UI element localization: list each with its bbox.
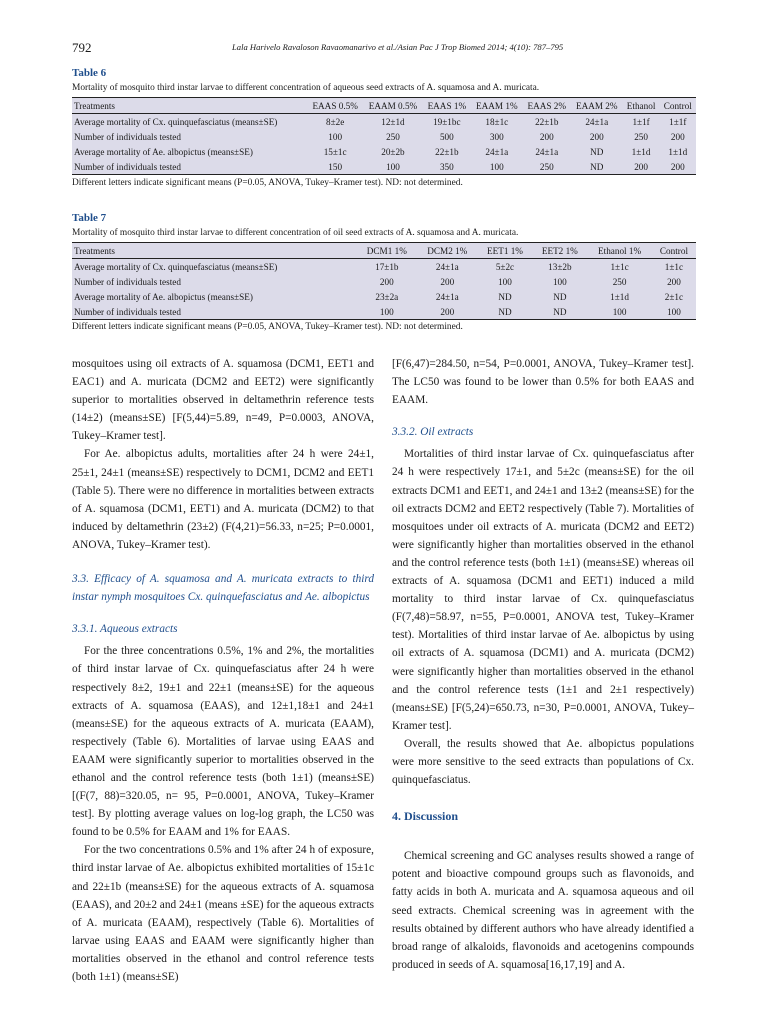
table6-header-cell: EAAM 2% [571,98,623,114]
table-cell: 24±1a [435,261,459,272]
table-row [72,129,696,144]
table-cell: 500 [439,131,454,142]
table-cell: 24±1a [585,116,609,127]
table-cell: 15±1c [323,146,347,157]
table-cell: 200 [667,276,681,287]
table6-header-cell: EAAS 2% [523,98,571,114]
table7-header-cell: Ethanol 1% [587,243,652,259]
table-cell: ND [571,159,623,175]
left-column [72,355,374,986]
table-cell: Average mortality of Ae. albopictus (means±SE) [74,291,253,302]
table7-header-cell: EET1 1% [478,243,533,259]
table-cell: 250 [634,131,648,142]
table-cell: Number of individuals tested [72,159,307,175]
table-cell: 1±1d [631,146,651,157]
table-cell: 24±1a [435,291,459,302]
table-cell: 100 [552,276,567,287]
table-cell: 200 [623,159,660,175]
body-paragraph: Mortalities of third instar larvae of Cx. quinquefasciatus after 24 h were respectively 17±1, and 5±2c (means±SE) for the oil extracts DCM1 and EET1, and 24±1 and 13±2 (means±SE) for the oil extracts DCM2 and EET2 respectively (Table 7). Mortalities of mosquitoes under oil extracts of A. muricata (DCM2 and EET2) were significantly higher than mortalities observed in the ethanol and the control reference tests (both 1±1) (means±SE) whereas oil extracts of A. squamosa (DCM1 and EET1) induced a mild mortality to third instar larvae of Cx. quinquefasciatus (F(7,48)=58.97, n=55, P=0.0001, ANOVA test, Tukey–Kramer test). Mortalities of third instar larvae of Ae. albopictus by using oil extracts of A. squamosa (DCM1) and A. muricata (DCM2) were significantly higher than mortalities observed in the ethanol and the control reference tests (1±1 and 2±1 respectively) (means±SE) [F(5,24)=650.73, n=30, P=0.0001, ANOVA, Tukey–Kramer test]. [392,448,694,732]
table7-header-row [72,243,696,259]
table-cell: 18±1c [485,116,509,127]
table-cell: 12±1d [381,116,405,127]
table-cell: 250 [386,131,400,142]
body-paragraph: Chemical screening and GC analyses results showed a range of potent and bioactive compound groups such as flavonoids, and fatty acids in both A. muricata and A. squamosa aqueous and oil seed extracts. Chemical screening was in agreement with the results obtained by different authors who have already identified a broad range of alkaloids, flavonoids and acetogenins compounds produced in seeds of A. squamosa[16,17,19] and A. [392,850,694,971]
table-row [72,159,696,175]
table6-header-row [72,98,696,114]
table-cell: Average mortality of Ae. albopictus (means±SE) [74,146,253,157]
table7-header-cell: EET2 1% [532,243,587,259]
table-row [72,274,696,289]
table-cell: Number of individuals tested [74,131,181,142]
body-paragraph: For the two concentrations 0.5% and 1% after 24 h of exposure, third instar larvae of Ae. albopictus exhibited mortalities of 15±1c and 22±1b (means±SE) for the aqueous extracts of A. squamosa (EAAS), and 20±2 and 24±1 (means ±SE) for the aqueous extracts of A. muricata (EAAM), respectively (Table 6). Mortalities of larvae using EAAS and EAAM were significantly higher than mortalities observed in the ethanol and control reference tests (both 1±1) (means±SE) [72,844,374,983]
table7-title: Table 7 [72,212,107,224]
table-cell: 22±1b [435,146,459,157]
table-cell: 100 [357,304,417,320]
table6-header-cell: EAAM 0.5% [363,98,423,114]
table-cell: 22±1b [535,116,559,127]
table-row [72,114,696,130]
table-cell: 150 [307,159,363,175]
table-cell: 20±2b [381,146,405,157]
table6-title: Table 6 [72,67,107,79]
section-heading-3-3: 3.3. Efficacy of A. squamosa and A. muricata extracts to third instar nymph mosquitoes Cx. quinquefasciatus and Ae. albopictus [72,573,374,604]
table6-header-cell: Treatments [72,98,307,114]
table-cell: 250 [612,276,627,287]
table-cell: 200 [660,159,696,175]
table-cell: Number of individuals tested [72,304,357,320]
body-paragraph: For Ae. albopictus adults, mortalities after 24 h were 24±1, 25±1, 24±1 (means±SE) respectively to DCM1, DCM2 and EET1 (Table 5). There were no difference in mortalities between extracts of A. squamosa (DCM1, EET1) and A. muricata (DCM2) to that induced by deltamethrin (23±2) (F(4,21)=56.33, n=25; P=0.0001, ANOVA, Tukey–Kramer test). [72,448,374,551]
table-cell: 1±1f [669,116,687,127]
table-cell: ND [532,304,587,320]
table-cell: 300 [489,131,504,142]
table-cell: 1±1d [668,146,688,157]
table6-header-cell: EAAM 1% [471,98,523,114]
body-paragraph: mosquitoes using oil extracts of A. squamosa (DCM1, EET1 and EAC1) and A. muricata (DCM2 and EET2) were significantly superior to mortalities observed in deltamethrin reference tests (14±2) (means±SE) [F(5,44)=5.89, n=49, P=0.0003, ANOVA, Tukey–Kramer test]. [72,358,374,443]
table-cell: 24±1a [485,146,509,157]
table-cell: 23±2a [375,291,399,302]
table-row [72,144,696,159]
table-cell: 200 [417,304,477,320]
table-cell: 100 [471,159,523,175]
table-cell: 100 [328,131,343,142]
page-header [72,40,694,56]
table-cell: 250 [523,159,571,175]
table-cell: 350 [423,159,471,175]
table-cell: ND [553,291,567,302]
table6-header-cell: EAAS 0.5% [307,98,363,114]
table-cell: 5±2c [495,261,515,272]
table-cell: Number of individuals tested [74,276,181,287]
table-cell: 1±1f [632,116,650,127]
table-cell: 8±2e [326,116,345,127]
table7-header-cell: Treatments [72,243,357,259]
body-paragraph: Overall, the results showed that Ae. albopictus populations were more sensitive to the seed extracts than populations of Cx. quinquefasciatus. [392,737,694,787]
table6-note: Different letters indicate significant means (P=0.05, ANOVA, Tukey–Kramer test). ND: not determined. [72,178,463,188]
table6-caption: Mortality of mosquito third instar larvae to different concentration of aqueous seed extracts of A. squamosa and A. muricata. [72,83,540,93]
table7-header-cell: Control [652,243,696,259]
table-cell: 13±2b [548,261,572,272]
table-cell: 200 [379,276,394,287]
right-column [392,355,694,974]
table7 [72,242,696,320]
subsection-heading-3-3-1: 3.3.1. Aqueous extracts [72,623,178,636]
table6-header-cell: Control [660,98,696,114]
table-cell: 200 [539,131,554,142]
body-paragraph: [F(6,47)=284.50, n=54, P=0.0001, ANOVA, Tukey–Kramer test]. The LC50 was found to be lower than 0.5% for both EAAS and EAAM. [392,358,694,407]
table-row [72,259,696,275]
table-cell: Average mortality of Cx. quinquefasciatus (means±SE) [74,116,278,127]
table7-header-cell: DCM2 1% [417,243,477,259]
table-cell: 100 [363,159,423,175]
table-cell: 1±1c [664,261,684,272]
table-cell: ND [590,146,604,157]
running-head: Lala Harivelo Ravaloson Ravaomanarivo et al./Asian Pac J Trop Biomed 2014; 4(10): 787–795 [232,42,564,52]
table-cell: 100 [498,276,512,287]
table-cell: 200 [440,276,455,287]
subsection-heading-3-3-2: 3.3.2. Oil extracts [392,426,474,439]
table7-note: Different letters indicate significant means (P=0.05, ANOVA, Tukey–Kramer test). ND: not determined. [72,322,463,332]
table-cell: 100 [652,304,696,320]
table-cell: 2±1c [664,291,684,302]
table-row [72,304,696,320]
table-cell: ND [478,304,533,320]
table-cell: 200 [589,131,604,142]
table-cell: 1±1c [610,261,629,272]
table-cell: 200 [670,131,685,142]
table-cell: 19±1bc [433,116,461,127]
table6 [72,97,696,175]
table7-header-cell: DCM1 1% [357,243,417,259]
body-paragraph: For the three concentrations 0.5%, 1% and 2%, the mortalities of third instar larvae of Cx. quinquefasciatus after 24 h were respectively 8±2, 19±1 and 22±1 (means±SE) for the aqueous extracts of A. squamosa (EAAS), and 12±1,18±1 and 24±1 (means±SE) for the aqueous extracts of A. muricata (EAAM), respectively (Table 6). Mortalities of larvae using EAAS and EAAM were significantly superior to mortalities observed in the ethanol and the control reference tests (both 1±1) (means±SE) [(F(7, 88)=320.05, n= 95, P=0.0001, ANOVA, Tukey–Kramer test]. By plotting average values on log-log graph, the LC50 was found to be 0.5% for EAAM and 1% for EAAS. [72,645,374,839]
table-cell: 1±1d [610,291,629,302]
table-cell: 17±1b [375,261,399,272]
table-cell: 100 [587,304,652,320]
table-row [72,289,696,304]
table7-caption: Mortality of mosquito third instar larvae to different concentration of oil seed extracts of A. squamosa and A. muricata. [72,228,519,238]
page-number: 792 [72,40,92,55]
table-cell: Average mortality of Cx. quinquefasciatus (means±SE) [74,261,278,272]
section-heading-discussion: 4. Discussion [392,809,459,824]
table6-header-cell: EAAS 1% [423,98,471,114]
table-cell: ND [498,291,512,302]
table-cell: 24±1a [535,146,559,157]
table6-header-cell: Ethanol [623,98,660,114]
